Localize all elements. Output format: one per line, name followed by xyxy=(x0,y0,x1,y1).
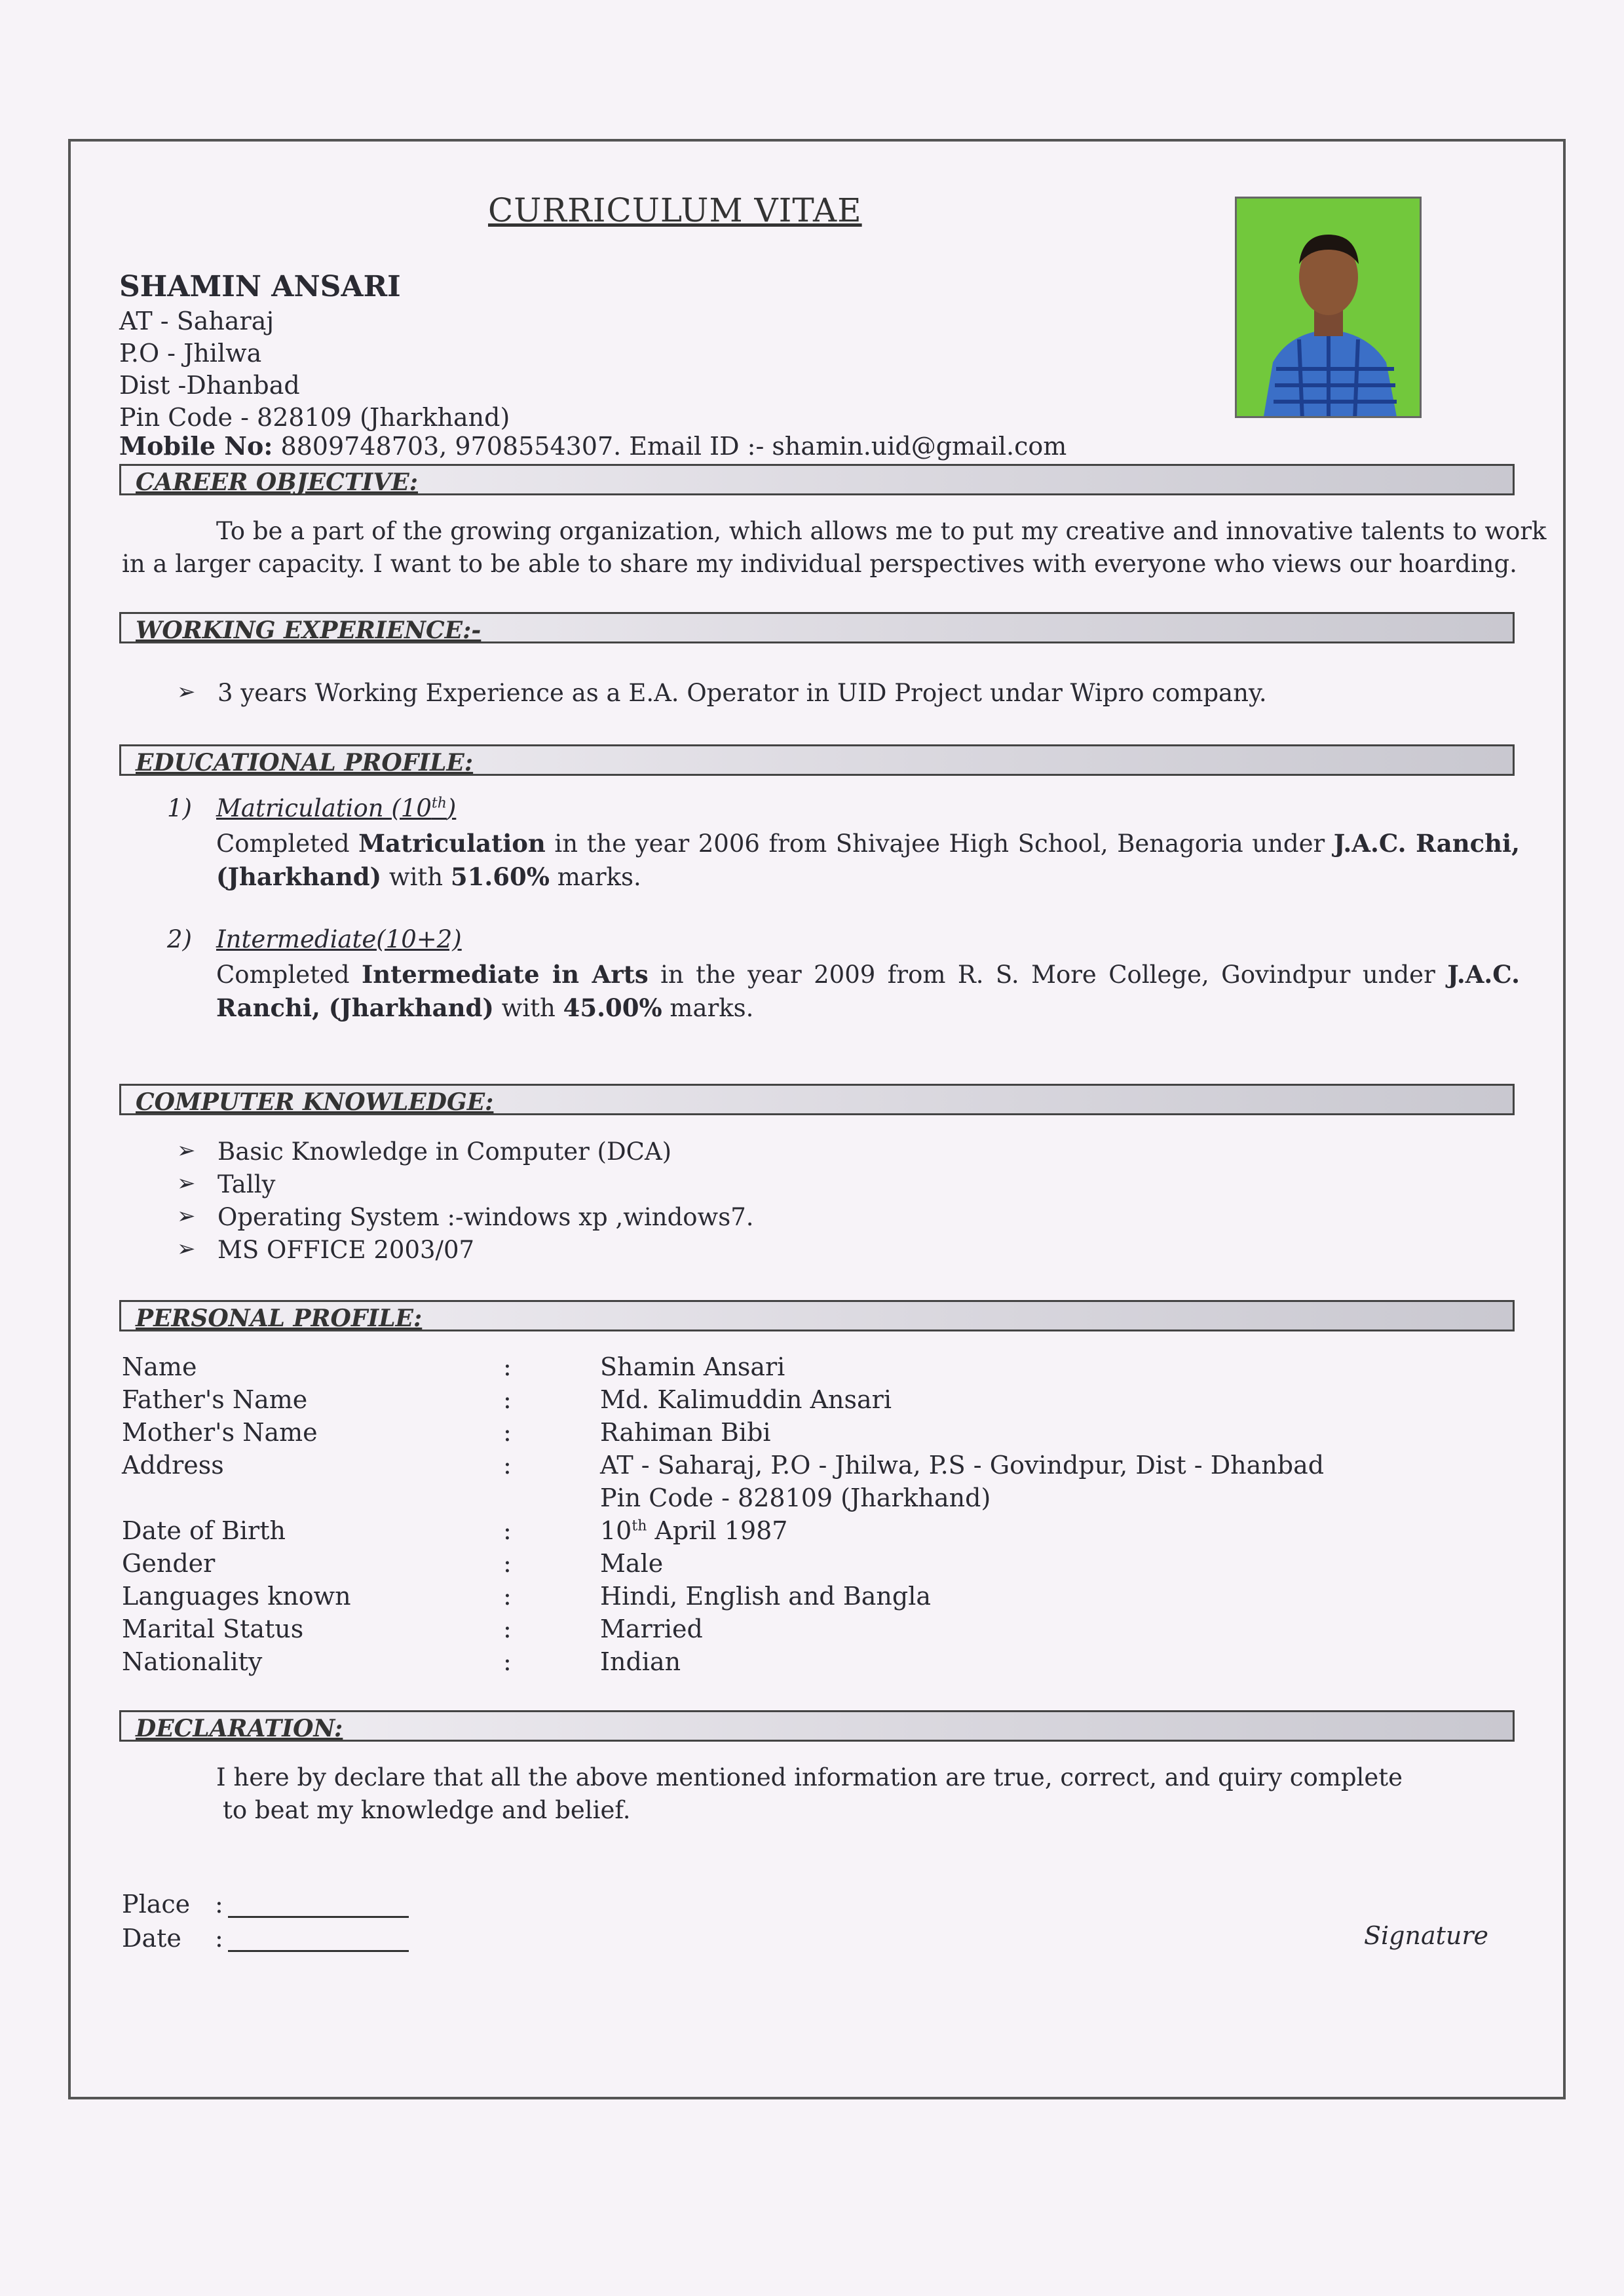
edu-text: in the year 2006 from Shivajee High School, Benagoria under xyxy=(545,830,1334,858)
edu-bold: J.A.C. Ranchi, (Jharkhand) xyxy=(216,960,1520,1022)
career-text-2: in a larger capacity. I want to be able to share my individual perspectives with everyone who views our hoarding. xyxy=(122,550,1517,578)
applicant-address-block xyxy=(119,269,510,434)
personal-label: Nationality xyxy=(122,1647,263,1676)
edu-text: Completed xyxy=(216,961,362,989)
section-title: EDUCATIONAL PROFILE: xyxy=(136,749,474,776)
dob-day: 10 xyxy=(600,1516,632,1545)
personal-value: Indian xyxy=(600,1647,681,1676)
edu-bold: Matriculation xyxy=(358,829,546,858)
section-title: PERSONAL PROFILE: xyxy=(136,1305,423,1332)
colon: : xyxy=(503,1647,512,1676)
edu-heading xyxy=(216,794,456,822)
section-header-career xyxy=(119,464,1515,495)
edu-heading-end: ) xyxy=(446,794,457,822)
work-item-text: 3 years Working Experience as a E.A. Operator in UID Project undar Wipro company. xyxy=(217,679,1267,707)
colon: : xyxy=(215,1924,223,1953)
computer-item-text: Basic Knowledge in Computer (DCA) xyxy=(217,1138,672,1166)
personal-value: Male xyxy=(600,1549,664,1578)
arrow-bullet-icon: ➢ xyxy=(177,1170,196,1196)
arrow-bullet-icon: ➢ xyxy=(177,1236,196,1262)
personal-value: Rahiman Bibi xyxy=(600,1418,771,1447)
edu-text: with xyxy=(493,994,563,1022)
edu-bold: J.A.C. Ranchi, (Jharkhand) xyxy=(216,829,1520,891)
personal-label: Gender xyxy=(122,1549,216,1578)
personal-label: Father's Name xyxy=(122,1385,308,1414)
personal-label: Marital Status xyxy=(122,1615,304,1643)
edu-bold: 45.00% xyxy=(563,993,662,1022)
dob-rest: April 1987 xyxy=(647,1516,788,1545)
colon: : xyxy=(503,1549,512,1578)
career-text-1: To be a part of the growing organization, which allows me to put my creative and innovative talents to work xyxy=(216,517,1547,545)
section-header-personal xyxy=(119,1300,1515,1331)
computer-item-text: Tally xyxy=(217,1170,276,1198)
personal-value: AT - Saharaj, P.O - Jhilwa, P.S - Govindpur, Dist - Dhanbad xyxy=(600,1451,1325,1480)
edu-text: marks. xyxy=(662,994,754,1022)
edu-heading-sup: th xyxy=(431,795,447,812)
edu-description xyxy=(216,827,1520,894)
personal-value: Shamin Ansari xyxy=(600,1352,785,1381)
place-blank xyxy=(228,1916,409,1918)
personal-label: Name xyxy=(122,1352,197,1381)
personal-label: Date of Birth xyxy=(122,1516,286,1545)
colon: : xyxy=(503,1352,512,1381)
section-header-computer xyxy=(119,1084,1515,1115)
edu-text: Completed xyxy=(216,830,359,858)
edu-text: with xyxy=(381,863,451,891)
edu-number: 2) xyxy=(167,925,192,953)
personal-label: Mother's Name xyxy=(122,1418,318,1447)
colon: : xyxy=(503,1451,512,1480)
colon: : xyxy=(503,1615,512,1643)
place-label: Place xyxy=(122,1890,191,1919)
arrow-bullet-icon: ➢ xyxy=(177,1203,196,1229)
mobile-label: Mobile No: xyxy=(119,431,273,461)
signature-label: Signature xyxy=(1364,1921,1489,1950)
personal-label: Address xyxy=(122,1451,224,1480)
section-title: WORKING EXPERIENCE:- xyxy=(136,617,482,644)
edu-heading-text: Matriculation (10 xyxy=(216,794,432,822)
colon: : xyxy=(503,1385,512,1414)
section-title: COMPUTER KNOWLEDGE: xyxy=(136,1088,494,1116)
date-blank xyxy=(228,1950,409,1952)
edu-text: in the year 2009 from R. S. More College, Govindpur under xyxy=(648,961,1448,989)
personal-label: Languages known xyxy=(122,1582,351,1611)
date-label: Date xyxy=(122,1924,181,1953)
personal-value: Pin Code - 828109 (Jharkhand) xyxy=(600,1483,991,1512)
contact-line xyxy=(119,431,1067,461)
colon: : xyxy=(503,1516,512,1545)
personal-value: Hindi, English and Bangla xyxy=(600,1582,932,1611)
section-header-education xyxy=(119,744,1515,776)
personal-value: Md. Kalimuddin Ansari xyxy=(600,1385,892,1414)
address-line: P.O - Jhilwa xyxy=(119,339,262,368)
section-title: CAREER OBJECTIVE: xyxy=(136,469,419,496)
colon: : xyxy=(215,1890,223,1919)
dob-sup: th xyxy=(632,1518,647,1535)
edu-heading xyxy=(216,925,462,953)
edu-description xyxy=(216,958,1520,1025)
section-header-declaration xyxy=(119,1710,1515,1742)
declaration-text-2: to beat my knowledge and belief. xyxy=(223,1796,631,1824)
arrow-bullet-icon: ➢ xyxy=(177,1138,196,1164)
colon: : xyxy=(503,1582,512,1611)
edu-number: 1) xyxy=(167,794,192,822)
address-line: AT - Saharaj xyxy=(119,307,274,335)
edu-bold: 51.60% xyxy=(450,862,550,891)
applicant-name: SHAMIN ANSARI xyxy=(119,270,401,303)
section-title: DECLARATION: xyxy=(136,1715,343,1742)
section-header-work xyxy=(119,612,1515,643)
edu-heading-text: Intermediate(10+2) xyxy=(216,925,462,953)
personal-value xyxy=(600,1516,787,1545)
arrow-bullet-icon: ➢ xyxy=(177,679,196,705)
edu-bold: Intermediate in Arts xyxy=(361,960,649,989)
computer-item-text: MS OFFICE 2003/07 xyxy=(217,1236,475,1264)
computer-item-text: Operating System :-windows xp ,windows7. xyxy=(217,1203,754,1231)
declaration-text-1: I here by declare that all the above mentioned information are true, correct, and quiry complete xyxy=(216,1763,1403,1791)
address-line: Dist -Dhanbad xyxy=(119,371,300,400)
personal-value: Married xyxy=(600,1615,703,1643)
edu-text: marks. xyxy=(549,863,641,891)
mobile-value: 8809748703, 9708554307. Email ID :- shamin.uid@gmail.com xyxy=(273,432,1067,461)
colon: : xyxy=(503,1418,512,1447)
page-title: CURRICULUM VITAE xyxy=(488,191,862,229)
profile-photo xyxy=(1235,197,1422,418)
address-line: Pin Code - 828109 (Jharkhand) xyxy=(119,403,510,432)
